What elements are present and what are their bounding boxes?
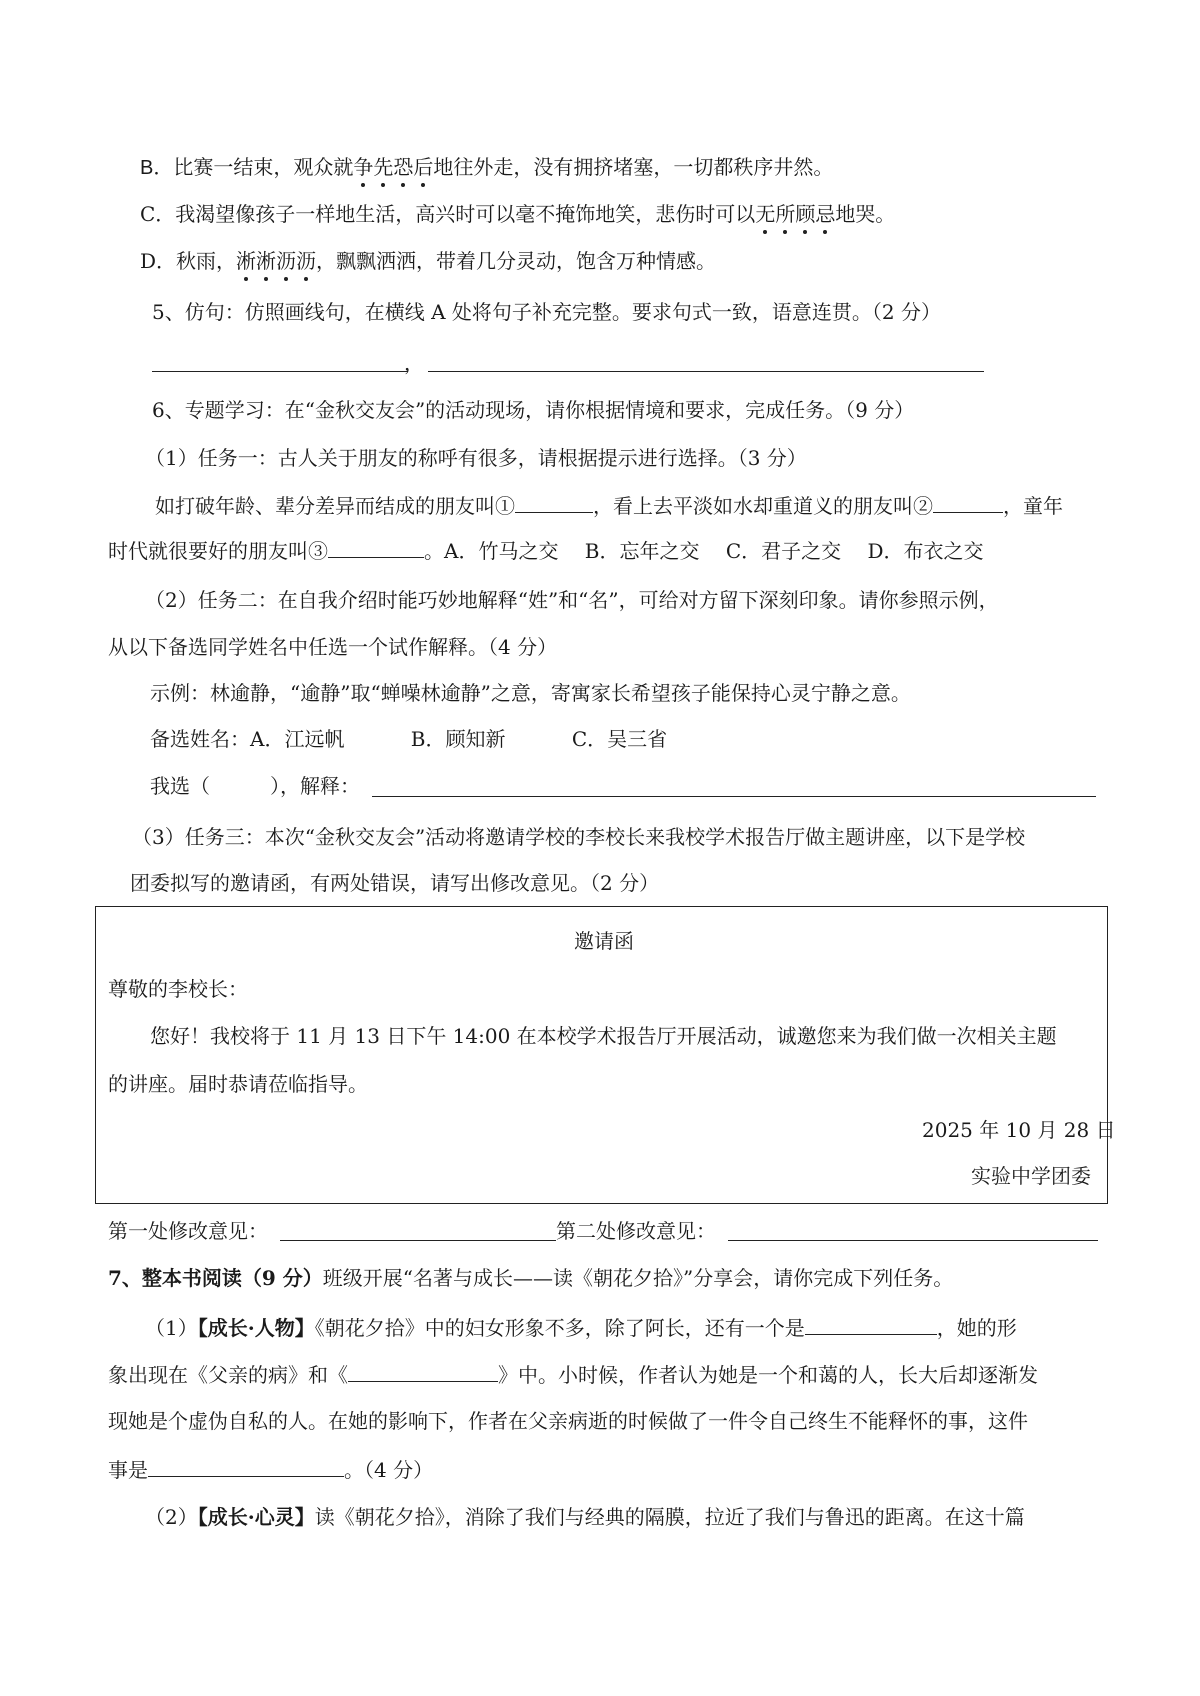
tag-growth-soul: 【成长·心灵】 [197,1505,315,1529]
answer-blank-b[interactable] [428,371,984,372]
text: 《朝花夕拾》中的妇女形象不多，除了阿长，还有一个是 [314,1316,805,1340]
dotted-char: 沥 [276,246,296,276]
option-b-suffix: 地往外走，没有拥挤堵塞，一切都秩序井然。 [433,155,834,179]
text: ，她的形 [936,1316,1017,1340]
answer-blank-character[interactable] [805,1312,937,1335]
dotted-char: 淅 [236,246,256,276]
answer-blank-explain[interactable] [372,796,1096,797]
option-d-suffix: ，飘飘洒洒，带着几分灵动，饱含万种情感。 [316,249,717,273]
option-c-prefix: C．我渴望像孩子一样地生活，高兴时可以毫不掩饰地笑，悲伤时可以 [140,202,756,226]
q7-p1-line1 [145,1312,1017,1343]
answer-blank-title[interactable] [348,1359,498,1382]
q4-option-d [140,246,716,276]
text: 》中。小时候，作者认为她是一个和蔼的人，长大后却逐渐发 [498,1363,1038,1387]
answer-blank-revise-1[interactable] [280,1240,556,1241]
text: 如打破年龄、辈分差异而结成的朋友叫① [155,494,515,518]
letter-body-line2: 的讲座。届时恭请莅临指导。 [108,1072,368,1096]
answer-blank-event[interactable] [148,1454,344,1477]
revise-first-label: 第一处修改意见： [108,1219,268,1243]
dotted-char: 后 [413,152,433,182]
dotted-char: 忌 [815,199,835,229]
answer-blank-a[interactable] [152,371,408,372]
text: ，童年 [1003,494,1063,518]
dotted-char: 先 [373,152,393,182]
answer-blank-2[interactable] [933,490,1003,513]
task2-line1: （2）任务二：在自我介绍时能巧妙地解释“姓”和“名”，可给对方留下深刻印象。请你参照示例， [145,588,999,612]
text: 。A．竹马之交 B．忘年之交 C．君子之交 D．布衣之交 [424,539,984,563]
letter-title: 邀请函 [574,929,634,953]
q7-title-bold: 7、整本书阅读（9 分） [108,1266,323,1290]
task1-line2 [108,535,984,566]
option-b-prefix: B．比赛一结束，观众就 [140,157,354,179]
task3-line2: 团委拟写的邀请函，有两处错误，请写出修改意见。（2 分） [130,871,660,895]
letter-date: 2025 年 10 月 28 日 [922,1118,1116,1142]
dotted-word [236,249,316,273]
dotted-char: 争 [353,152,373,182]
task2-example: 示例：林逾静，“逾静”取“蝉噪林逾静”之意，寄寓家长希望孩子能保持心灵宁静之意。 [150,681,911,705]
task3-line1: （3）任务三：本次“金秋交友会”活动将邀请学校的李校长来我校学术报告厅做主题讲座，以下是学校 [132,825,1026,849]
q6-intro: 6、专题学习：在“金秋交友会”的活动现场，请你根据情境和要求，完成任务。（9 分） [152,398,915,422]
option-c-suffix: 地哭。 [835,202,896,226]
q4-option-c [140,199,895,229]
dotted-char: 顾 [795,199,815,229]
task2-line2: 从以下备选同学姓名中任选一个试作解释。（4 分） [108,635,558,659]
q7-p1-line2 [108,1359,1038,1390]
answer-blank-3[interactable] [328,535,424,558]
dotted-char: 淅 [256,246,276,276]
tag-growth-character: 【成长·人物】 [197,1316,315,1340]
text: 时代就很要好的朋友叫③ [108,539,328,563]
dotted-char: 沥 [296,246,316,276]
dotted-char: 无 [755,199,775,229]
q7-p1-line4 [108,1454,433,1485]
q7-title [108,1263,953,1293]
dotted-char: 恐 [393,152,413,182]
task2-names: 备选姓名：A．江远帆 B．顾知新 C．吴三省 [150,727,668,751]
text: （1） [145,1316,198,1340]
answer-blank-1[interactable] [515,490,593,513]
letter-body-line1: 您好！我校将于 11 月 13 日下午 14:00 在本校学术报告厅开展活动，诚邀您来为我们做一次相关主题 [150,1024,1057,1048]
letter-signature: 实验中学团委 [971,1164,1091,1188]
q7-title-rest: 班级开展“名著与成长——读《朝花夕拾》”分享会，请你完成下列任务。 [322,1266,954,1290]
dotted-word [755,202,835,226]
text: ，看上去平淡如水却重道义的朋友叫② [593,494,933,518]
task2-choose: 我选（ ），解释： [150,774,360,798]
text: 事是 [108,1458,148,1482]
q5-comma: ， [404,351,424,375]
task1-line1 [155,490,1063,521]
text: 读《朝花夕拾》，消除了我们与经典的隔膜，拉近了我们与鲁迅的距离。在这十篇 [314,1505,1025,1529]
text: 。（4 分） [344,1458,434,1482]
q4-option-b [140,152,833,183]
text: （2） [145,1505,198,1529]
revise-second-label: 第二处修改意见： [556,1219,716,1243]
dotted-word [353,155,433,179]
letter-salutation: 尊敬的李校长： [108,977,248,1001]
q7-p2-line1 [145,1502,1025,1532]
task1-title: （1）任务一：古人关于朋友的称呼有很多，请根据提示进行选择。（3 分） [145,446,807,470]
answer-blank-revise-2[interactable] [728,1240,1098,1241]
text: 象出现在《父亲的病》和《 [108,1363,348,1387]
q7-p1-line3: 现她是个虚伪自私的人。在她的影响下，作者在父亲病逝的时候做了一件令自己终生不能释怀的事，这件 [108,1409,1028,1433]
option-d-prefix: D．秋雨， [140,249,237,273]
q5-prompt: 5、仿句：仿照画线句，在横线 A 处将句子补充完整。要求句式一致，语意连贯。（2 分） [152,300,941,324]
dotted-char: 所 [775,199,795,229]
